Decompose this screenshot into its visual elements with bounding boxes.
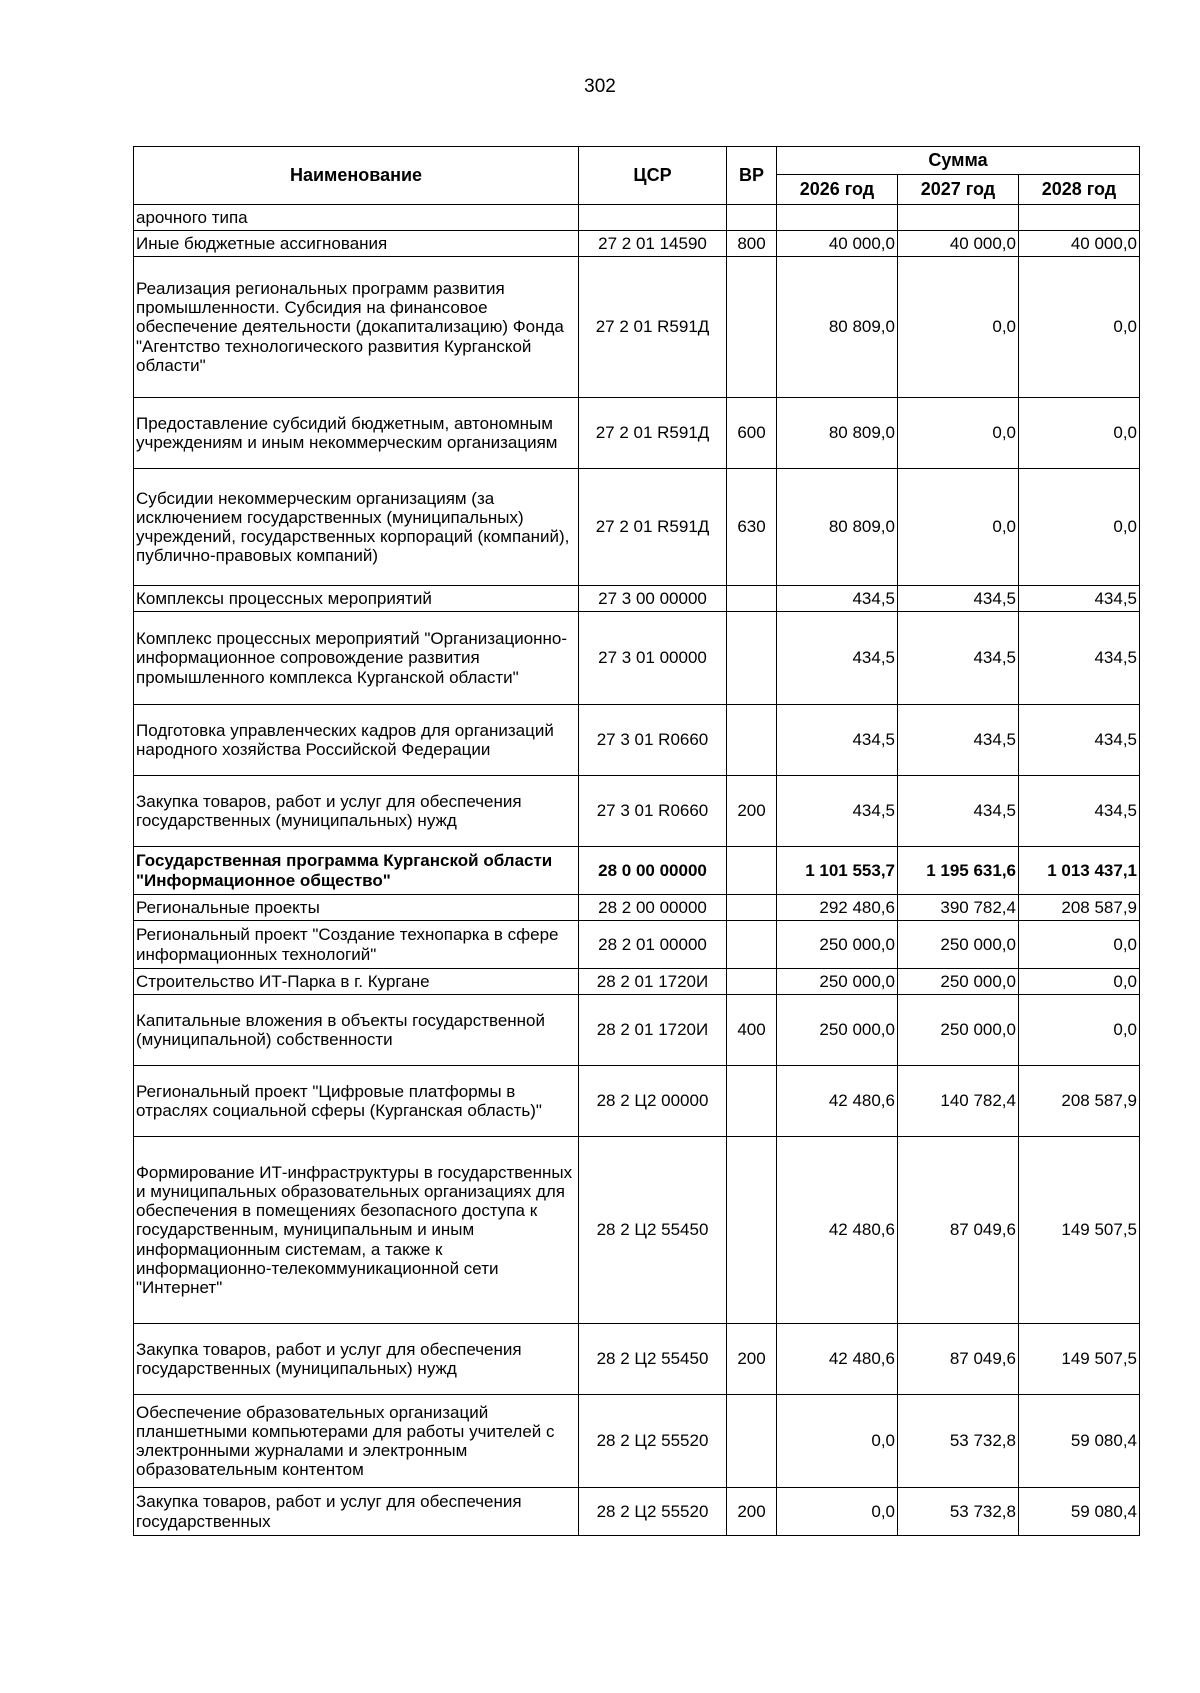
table-row bbox=[134, 969, 1140, 995]
cell-vr bbox=[727, 257, 777, 398]
cell-csr: 28 2 Ц2 55450 bbox=[579, 1137, 727, 1324]
cell-2026: 434,5 bbox=[777, 586, 898, 612]
header-sum: Сумма bbox=[777, 147, 1140, 175]
cell-2026: 434,5 bbox=[777, 776, 898, 847]
cell-vr: 200 bbox=[727, 1488, 777, 1536]
cell-vr bbox=[727, 205, 777, 231]
cell-2026: 1 101 553,7 bbox=[777, 847, 898, 895]
cell-name: Субсидии некоммерческим организациям (за исключением государственных (муниципальных) учреждений, государственных корпораций (компаний), публично-правовых компаний) bbox=[134, 469, 579, 586]
table-row bbox=[134, 257, 1140, 398]
cell-vr bbox=[727, 612, 777, 705]
cell-2027: 53 732,8 bbox=[898, 1395, 1019, 1488]
cell-2028: 434,5 bbox=[1019, 776, 1140, 847]
cell-2028: 149 507,5 bbox=[1019, 1137, 1140, 1324]
cell-csr: 28 2 Ц2 55450 bbox=[579, 1324, 727, 1395]
cell-2027: 140 782,4 bbox=[898, 1066, 1019, 1137]
cell-2027: 0,0 bbox=[898, 398, 1019, 469]
cell-vr bbox=[727, 921, 777, 969]
cell-vr bbox=[727, 1395, 777, 1488]
cell-csr: 27 3 01 R0660 bbox=[579, 776, 727, 847]
cell-2027: 0,0 bbox=[898, 469, 1019, 586]
cell-2027: 250 000,0 bbox=[898, 921, 1019, 969]
cell-name: Региональный проект "Создание технопарка в сфере информационных технологий" bbox=[134, 921, 579, 969]
cell-2027: 250 000,0 bbox=[898, 995, 1019, 1066]
cell-vr bbox=[727, 895, 777, 921]
table-body bbox=[134, 205, 1140, 1536]
cell-vr: 600 bbox=[727, 398, 777, 469]
cell-2028: 208 587,9 bbox=[1019, 1066, 1140, 1137]
cell-vr bbox=[727, 586, 777, 612]
cell-csr: 27 2 01 R591Д bbox=[579, 398, 727, 469]
table-row bbox=[134, 1137, 1140, 1324]
cell-name: Региональные проекты bbox=[134, 895, 579, 921]
cell-vr: 200 bbox=[727, 776, 777, 847]
cell-2027: 434,5 bbox=[898, 776, 1019, 847]
cell-2026: 42 480,6 bbox=[777, 1137, 898, 1324]
cell-2028: 208 587,9 bbox=[1019, 895, 1140, 921]
cell-2026: 80 809,0 bbox=[777, 469, 898, 586]
cell-name: Подготовка управленческих кадров для организаций народного хозяйства Российской Федерации bbox=[134, 705, 579, 776]
cell-2027: 1 195 631,6 bbox=[898, 847, 1019, 895]
cell-2028: 0,0 bbox=[1019, 921, 1140, 969]
cell-csr: 28 2 01 00000 bbox=[579, 921, 727, 969]
cell-name: Закупка товаров, работ и услуг для обеспечения государственных (муниципальных) нужд bbox=[134, 1324, 579, 1395]
table-header bbox=[134, 147, 1140, 205]
cell-csr: 28 2 00 00000 bbox=[579, 895, 727, 921]
cell-csr: 27 3 00 00000 bbox=[579, 586, 727, 612]
cell-name: Комплексы процессных мероприятий bbox=[134, 586, 579, 612]
table-row bbox=[134, 921, 1140, 969]
table-row bbox=[134, 1066, 1140, 1137]
cell-name: арочного типа bbox=[134, 205, 579, 231]
cell-2028: 434,5 bbox=[1019, 612, 1140, 705]
cell-name: Региональный проект "Цифровые платформы в отраслях социальной сферы (Курганская область)" bbox=[134, 1066, 579, 1137]
cell-name: Капитальные вложения в объекты государственной (муниципальной) собственности bbox=[134, 995, 579, 1066]
cell-vr bbox=[727, 1066, 777, 1137]
cell-2028: 149 507,5 bbox=[1019, 1324, 1140, 1395]
cell-2026: 80 809,0 bbox=[777, 257, 898, 398]
cell-2026: 80 809,0 bbox=[777, 398, 898, 469]
cell-name: Формирование ИТ-инфраструктуры в государственных и муниципальных образовательных организациях для обеспечения в помещениях безопасного доступа к государственным, муниципальным и иным информационным системам, а также к информационно-телекоммуникационной сети "Интернет" bbox=[134, 1137, 579, 1324]
cell-2028: 0,0 bbox=[1019, 398, 1140, 469]
header-2026: 2026 год bbox=[777, 175, 898, 205]
cell-name: Комплекс процессных мероприятий "Организационно-информационное сопровождение развития промышленного комплекса Курганской области" bbox=[134, 612, 579, 705]
cell-2026: 0,0 bbox=[777, 1488, 898, 1536]
cell-2027: 87 049,6 bbox=[898, 1137, 1019, 1324]
table-row bbox=[134, 1488, 1140, 1536]
header-2027: 2027 год bbox=[898, 175, 1019, 205]
cell-2027: 0,0 bbox=[898, 257, 1019, 398]
cell-2026: 42 480,6 bbox=[777, 1324, 898, 1395]
table-row bbox=[134, 705, 1140, 776]
cell-csr: 28 2 Ц2 00000 bbox=[579, 1066, 727, 1137]
cell-vr bbox=[727, 847, 777, 895]
cell-2027: 434,5 bbox=[898, 586, 1019, 612]
cell-2026: 434,5 bbox=[777, 612, 898, 705]
cell-vr bbox=[727, 1137, 777, 1324]
cell-2026: 250 000,0 bbox=[777, 969, 898, 995]
cell-vr: 630 bbox=[727, 469, 777, 586]
cell-2026: 42 480,6 bbox=[777, 1066, 898, 1137]
cell-2027: 390 782,4 bbox=[898, 895, 1019, 921]
cell-vr: 400 bbox=[727, 995, 777, 1066]
cell-vr bbox=[727, 969, 777, 995]
cell-csr: 28 2 Ц2 55520 bbox=[579, 1395, 727, 1488]
cell-csr: 28 2 01 1720И bbox=[579, 969, 727, 995]
cell-2026: 250 000,0 bbox=[777, 921, 898, 969]
cell-2027: 40 000,0 bbox=[898, 231, 1019, 257]
cell-csr: 28 0 00 00000 bbox=[579, 847, 727, 895]
cell-vr: 200 bbox=[727, 1324, 777, 1395]
header-csr: ЦСР bbox=[579, 147, 727, 205]
cell-2027: 87 049,6 bbox=[898, 1324, 1019, 1395]
table-row bbox=[134, 847, 1140, 895]
cell-name: Государственная программа Курганской области "Информационное общество" bbox=[134, 847, 579, 895]
cell-2028: 434,5 bbox=[1019, 586, 1140, 612]
cell-2028: 0,0 bbox=[1019, 969, 1140, 995]
cell-2027: 53 732,8 bbox=[898, 1488, 1019, 1536]
cell-csr: 27 3 01 00000 bbox=[579, 612, 727, 705]
cell-2027: 434,5 bbox=[898, 612, 1019, 705]
table-row bbox=[134, 586, 1140, 612]
cell-2028: 59 080,4 bbox=[1019, 1488, 1140, 1536]
header-2028: 2028 год bbox=[1019, 175, 1140, 205]
table-row bbox=[134, 398, 1140, 469]
cell-2026: 0,0 bbox=[777, 1395, 898, 1488]
cell-2027: 434,5 bbox=[898, 705, 1019, 776]
table-row bbox=[134, 612, 1140, 705]
cell-2028: 434,5 bbox=[1019, 705, 1140, 776]
cell-2027 bbox=[898, 205, 1019, 231]
cell-csr: 28 2 01 1720И bbox=[579, 995, 727, 1066]
cell-2026 bbox=[777, 205, 898, 231]
cell-2028 bbox=[1019, 205, 1140, 231]
cell-csr: 28 2 Ц2 55520 bbox=[579, 1488, 727, 1536]
cell-csr: 27 2 01 14590 bbox=[579, 231, 727, 257]
cell-2027: 250 000,0 bbox=[898, 969, 1019, 995]
cell-name: Реализация региональных программ развития промышленности. Субсидия на финансовое обеспечение деятельности (докапитализацию) Фонда "Агентство технологического развития Курганской области" bbox=[134, 257, 579, 398]
cell-name: Иные бюджетные ассигнования bbox=[134, 231, 579, 257]
cell-name: Предоставление субсидий бюджетным, автономным учреждениям и иным некоммерческим организациям bbox=[134, 398, 579, 469]
cell-2028: 40 000,0 bbox=[1019, 231, 1140, 257]
cell-vr: 800 bbox=[727, 231, 777, 257]
cell-vr bbox=[727, 705, 777, 776]
table-row bbox=[134, 231, 1140, 257]
cell-2028: 0,0 bbox=[1019, 469, 1140, 586]
cell-csr: 27 3 01 R0660 bbox=[579, 705, 727, 776]
cell-2026: 292 480,6 bbox=[777, 895, 898, 921]
cell-2028: 0,0 bbox=[1019, 995, 1140, 1066]
cell-csr: 27 2 01 R591Д bbox=[579, 257, 727, 398]
header-name: Наименование bbox=[134, 147, 579, 205]
table-row bbox=[134, 895, 1140, 921]
table-row bbox=[134, 205, 1140, 231]
cell-2028: 1 013 437,1 bbox=[1019, 847, 1140, 895]
page-number: 302 bbox=[584, 76, 616, 97]
table-row bbox=[134, 995, 1140, 1066]
cell-2026: 40 000,0 bbox=[777, 231, 898, 257]
cell-2026: 434,5 bbox=[777, 705, 898, 776]
cell-name: Закупка товаров, работ и услуг для обеспечения государственных (муниципальных) нужд bbox=[134, 776, 579, 847]
cell-csr: 27 2 01 R591Д bbox=[579, 469, 727, 586]
table-row bbox=[134, 1395, 1140, 1488]
budget-table bbox=[133, 146, 1140, 1536]
cell-2026: 250 000,0 bbox=[777, 995, 898, 1066]
table-row bbox=[134, 1324, 1140, 1395]
cell-csr bbox=[579, 205, 727, 231]
cell-name: Обеспечение образовательных организаций планшетными компьютерами для работы учителей с электронными журналами и электронным образовательным контентом bbox=[134, 1395, 579, 1488]
cell-name: Закупка товаров, работ и услуг для обеспечения государственных bbox=[134, 1488, 579, 1536]
table-row bbox=[134, 469, 1140, 586]
cell-2028: 59 080,4 bbox=[1019, 1395, 1140, 1488]
table-row bbox=[134, 776, 1140, 847]
cell-name: Строительство ИТ-Парка в г. Кургане bbox=[134, 969, 579, 995]
cell-2028: 0,0 bbox=[1019, 257, 1140, 398]
header-vr: ВР bbox=[727, 147, 777, 205]
